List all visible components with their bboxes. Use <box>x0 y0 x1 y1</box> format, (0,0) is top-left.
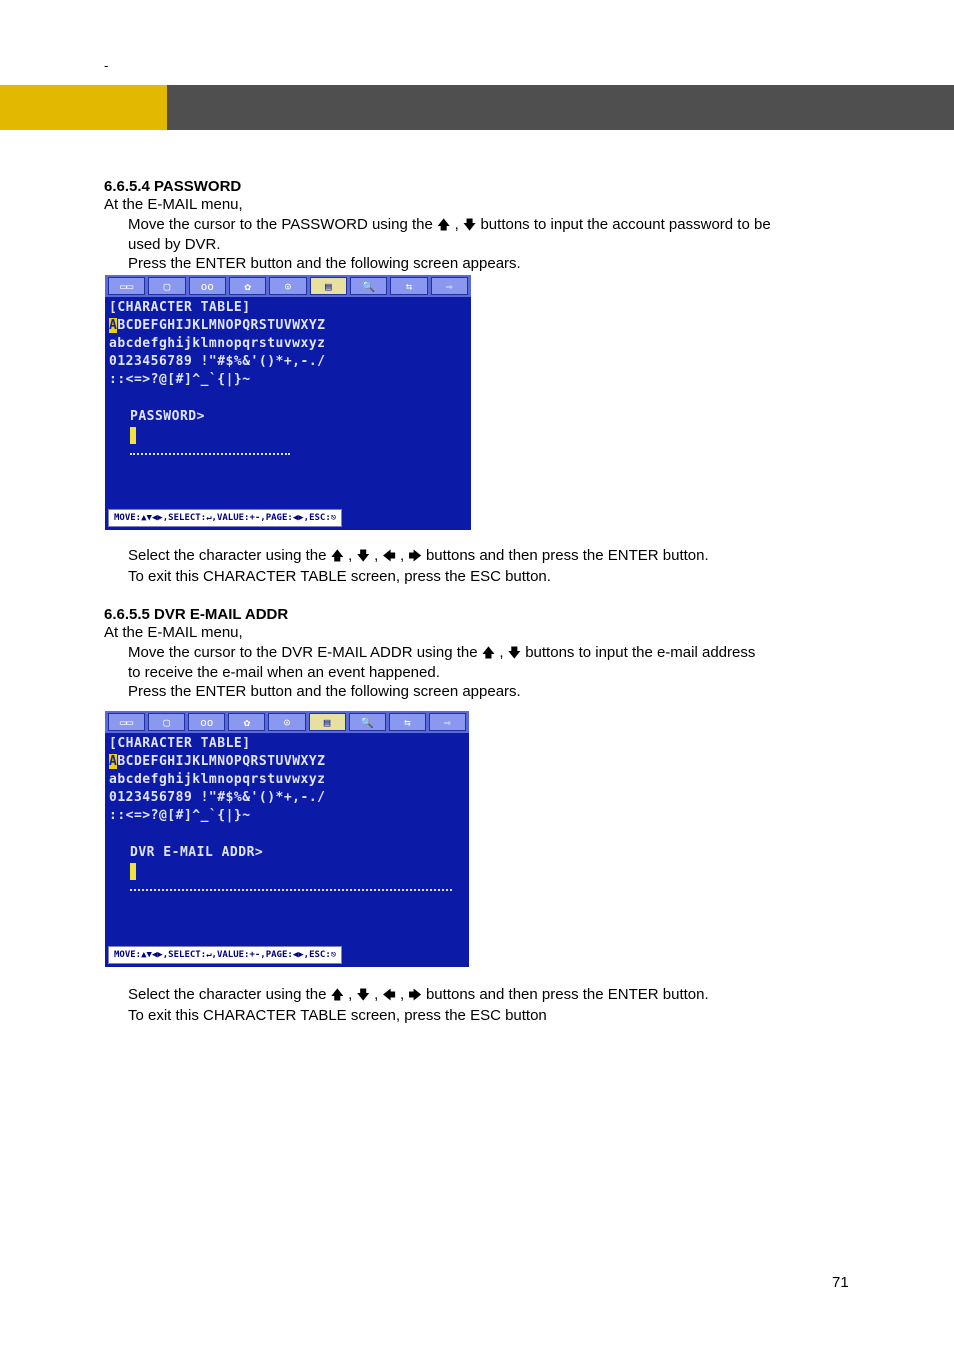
dvr-selected-char: A <box>109 318 118 333</box>
arrow-down-icon: 🡇 <box>356 548 370 563</box>
dvr-tab-icon: ▭▭ <box>108 277 145 295</box>
dvr-input-dots <box>130 453 290 455</box>
exit-instruction: To exit this CHARACTER TABLE screen, press the ESC button <box>128 1007 547 1024</box>
dvr-field-label: PASSWORD> <box>130 409 205 424</box>
dvr-row-uppercase <box>109 318 326 333</box>
instruction-line <box>128 215 771 234</box>
dvr-tab-icon: 🔍 <box>349 713 386 731</box>
instruction-enter: Press the ENTER button and the following screen appears. <box>128 683 521 700</box>
arrow-left-icon: 🡄 <box>382 987 396 1002</box>
dvr-field-label: DVR E-MAIL ADDR> <box>130 845 264 860</box>
dvr-tab-icon: ✿ <box>228 713 265 731</box>
arrow-up-icon: 🡅 <box>330 548 344 563</box>
instruction-line-2: to receive the e-mail when an event happened. <box>128 664 440 681</box>
dvr-tab-icon: ▢ <box>148 713 185 731</box>
header-band-yellow <box>0 85 167 130</box>
instruction-text: buttons and then press the ENTER button. <box>425 547 709 564</box>
exit-instruction: To exit this CHARACTER TABLE screen, press the ESC button. <box>128 568 551 585</box>
separator: , <box>374 547 379 564</box>
instruction-text: buttons to input the account password to be <box>480 216 771 233</box>
arrow-down-icon: 🡇 <box>356 987 370 1002</box>
dvr-tab-icon: oo <box>188 713 225 731</box>
dvr-title: [CHARACTER TABLE] <box>109 736 251 751</box>
dvr-tab-icon: 🔍 <box>350 277 387 295</box>
dvr-tab-icon: ⇆ <box>389 713 426 731</box>
dvr-tab-icon: ✿ <box>229 277 266 295</box>
separator: , <box>348 986 353 1003</box>
separator: , <box>374 986 379 1003</box>
arrow-right-icon: 🡆 <box>408 987 422 1002</box>
dvr-tab-icon: ⇨ <box>429 713 466 731</box>
dvr-input-dots <box>130 889 452 891</box>
dvr-status-bar: MOVE:▲▼◀▶,SELECT:↵,VALUE:+-,PAGE:◀▶,ESC:⎋ <box>108 946 342 964</box>
arrow-right-icon: 🡆 <box>408 548 422 563</box>
dvr-tab-icon: ⊙ <box>269 277 306 295</box>
instruction-text: Move the cursor to the DVR E-MAIL ADDR using the <box>128 644 478 661</box>
dvr-row-uppercase <box>109 754 326 769</box>
dvr-icon-bar <box>105 711 469 733</box>
dvr-row-lowercase: abcdefghijklmnopqrstuvwxyz <box>109 336 326 351</box>
separator: , <box>348 547 353 564</box>
separator: , <box>400 986 405 1003</box>
instruction-line <box>128 643 755 662</box>
dvr-tab-icon: ▭▭ <box>108 713 145 731</box>
instruction-text: Select the character using the <box>128 547 327 564</box>
instruction-text: buttons and then press the ENTER button. <box>425 986 709 1003</box>
dvr-row-symbols: ::<=>?@[#]^_`{|}~ <box>109 372 251 387</box>
page-number: 71 <box>832 1274 849 1291</box>
arrow-up-icon: 🡅 <box>330 987 344 1002</box>
dvr-screen-email-addr <box>105 711 469 967</box>
dvr-row-digits: 0123456789 !"#$%&'()*+,-./ <box>109 354 326 369</box>
select-instruction <box>128 546 709 565</box>
dvr-selected-char: A <box>109 754 118 769</box>
instruction-text: Move the cursor to the PASSWORD using the <box>128 216 433 233</box>
instruction-text: buttons to input the e-mail address <box>525 644 756 661</box>
section-intro: At the E-MAIL menu, <box>104 196 243 213</box>
dvr-tab-icon: ⊙ <box>268 713 305 731</box>
dvr-tab-icon-active: ▤ <box>310 277 347 295</box>
dvr-tab-icon: oo <box>189 277 226 295</box>
section-intro: At the E-MAIL menu, <box>104 624 243 641</box>
separator: , <box>454 216 459 233</box>
dvr-title: [CHARACTER TABLE] <box>109 300 251 315</box>
dvr-row-text: BCDEFGHIJKLMNOPQRSTUVWXYZ <box>117 754 326 769</box>
dvr-text-cursor <box>130 427 136 444</box>
header-band-gray <box>167 85 954 130</box>
section-heading-email-addr: 6.6.5.5 DVR E-MAIL ADDR <box>104 606 289 623</box>
dvr-icon-bar <box>105 275 471 297</box>
dvr-row-lowercase: abcdefghijklmnopqrstuvwxyz <box>109 772 326 787</box>
instruction-enter: Press the ENTER button and the following screen appears. <box>128 255 521 272</box>
select-instruction <box>128 985 709 1004</box>
header-dash: - <box>104 58 109 73</box>
arrow-left-icon: 🡄 <box>382 548 396 563</box>
dvr-screen-password <box>105 275 471 530</box>
section-heading-password: 6.6.5.4 PASSWORD <box>104 178 242 195</box>
dvr-tab-icon: ⇨ <box>431 277 468 295</box>
separator: , <box>499 644 504 661</box>
dvr-row-text: BCDEFGHIJKLMNOPQRSTUVWXYZ <box>117 318 326 333</box>
separator: , <box>400 547 405 564</box>
dvr-text-cursor <box>130 863 136 880</box>
arrow-up-icon: 🡅 <box>481 645 496 660</box>
arrow-down-icon: 🡇 <box>462 217 477 232</box>
instruction-text: Select the character using the <box>128 986 327 1003</box>
arrow-down-icon: 🡇 <box>507 645 522 660</box>
dvr-tab-icon-active: ▤ <box>309 713 346 731</box>
dvr-row-symbols: ::<=>?@[#]^_`{|}~ <box>109 808 251 823</box>
dvr-tab-icon: ▢ <box>148 277 185 295</box>
instruction-line-2: used by DVR. <box>128 236 221 253</box>
arrow-up-icon: 🡅 <box>437 217 451 232</box>
dvr-row-digits: 0123456789 !"#$%&'()*+,-./ <box>109 790 326 805</box>
dvr-status-bar: MOVE:▲▼◀▶,SELECT:↵,VALUE:+-,PAGE:◀▶,ESC:⎋ <box>108 509 342 527</box>
dvr-tab-icon: ⇆ <box>390 277 427 295</box>
